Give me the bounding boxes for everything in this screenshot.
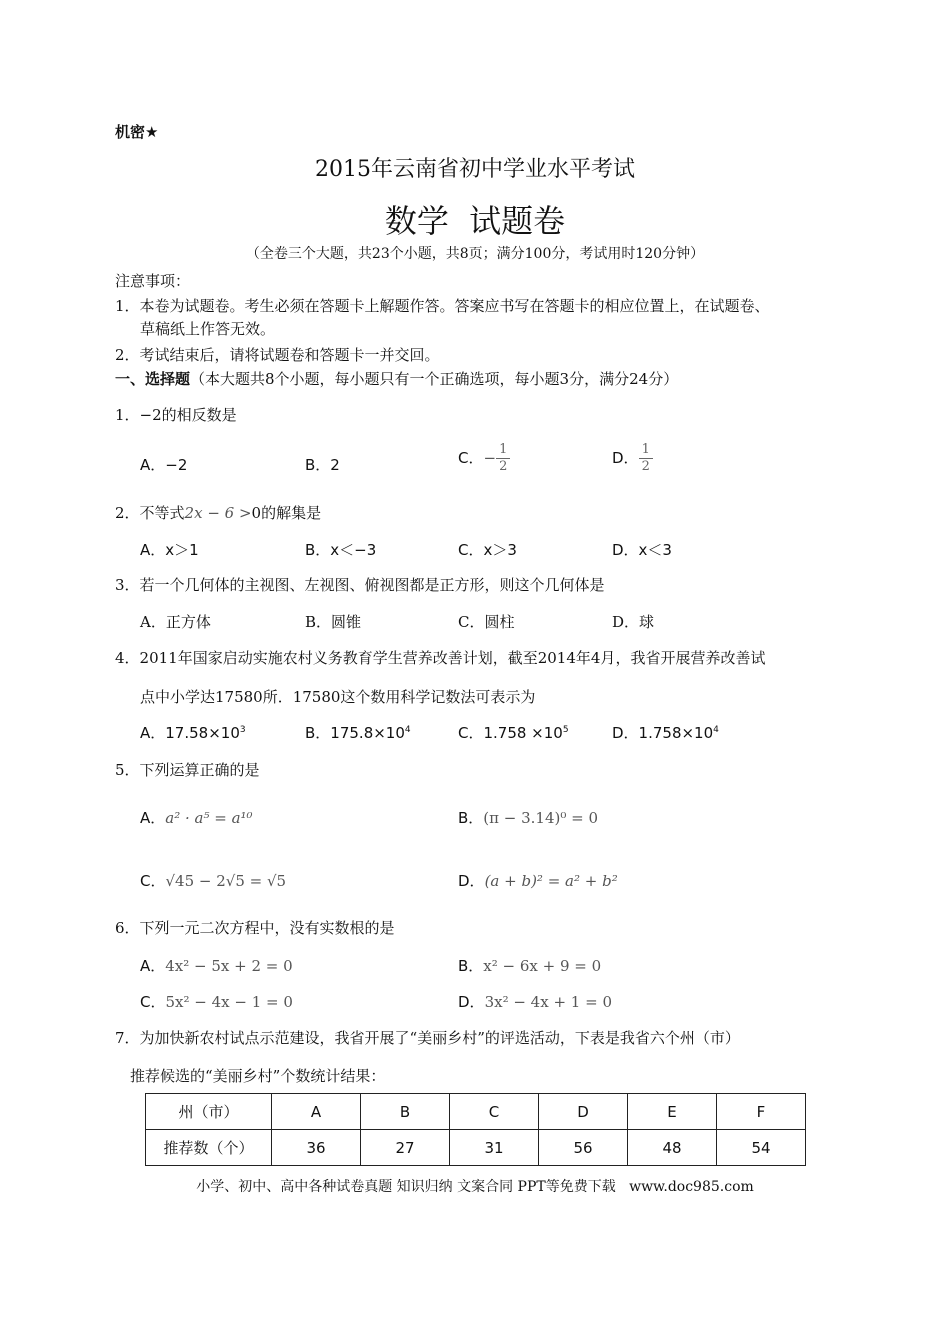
question-6-stem: 6．下列一元二次方程中，没有实数根的是 <box>115 919 395 937</box>
q6-option-c-expression: 5x² − 4x − 1 = 0 <box>165 993 293 1011</box>
table-header-cell: A <box>272 1094 361 1130</box>
question-4-stem-line1: 4．2011年国家启动实施农村义务教育学生营养改善计划，截至2014年4月，我省开展营养改善试 <box>115 649 766 667</box>
q6-option-d <box>458 991 612 1012</box>
notice-heading: 注意事项： <box>115 272 191 290</box>
exam-info: （全卷三个大题，共23个小题，共8页；满分100分，考试用时120分钟） <box>245 246 705 262</box>
table-header-cell: E <box>628 1094 717 1130</box>
table-row <box>146 1130 806 1166</box>
q5-option-d <box>458 870 618 891</box>
q1-option-d-fraction <box>639 442 653 475</box>
notice-item-1-cont: 草稿纸上作答无效。 <box>140 320 276 338</box>
q6-option-a-label: A． <box>140 957 166 975</box>
q2-option-a: A．x＞1 <box>140 541 199 559</box>
q5-option-d-label: D． <box>458 872 485 890</box>
fraction-denominator: 2 <box>641 459 650 474</box>
exam-title: 2015年云南省初中学业水平考试 <box>315 157 635 182</box>
q1-option-d <box>612 442 653 475</box>
fraction-numerator: 1 <box>496 442 510 459</box>
table-cell: 48 <box>628 1130 717 1166</box>
question-4-stem-line2: 点中小学达17580所．17580这个数用科学记数法可表示为 <box>140 688 536 706</box>
q3-option-d: D．球 <box>612 613 655 631</box>
q1-option-c-fraction <box>496 442 510 475</box>
q2-option-b: B．x＜−3 <box>305 541 377 559</box>
q2-expression: 2x − 6 > <box>184 504 252 522</box>
q4-option-d <box>612 722 719 743</box>
q5-option-b <box>458 807 598 828</box>
q2-stem-pre: 2．不等式 <box>115 504 185 522</box>
question-7-stem-line1: 7．为加快新农村试点示范建设，我省开展了“美丽乡村”的评选活动，下表是我省六个州（市） <box>115 1029 740 1047</box>
table-cell: 56 <box>539 1130 628 1166</box>
table-row-label: 推荐数（个） <box>146 1130 272 1166</box>
q6-option-a-expression: 4x² − 5x + 2 = 0 <box>165 957 293 975</box>
q3-option-b: B．圆锥 <box>305 613 362 631</box>
question-3-stem: 3．若一个几何体的主视图、左视图、俯视图都是正方形，则这个几何体是 <box>115 576 605 594</box>
q4-option-d-exponent: 4 <box>713 725 719 735</box>
question-1-stem: 1．−2的相反数是 <box>115 406 237 424</box>
notice-item-2: 2．考试结束后，请将试题卷和答题卡一并交回。 <box>115 346 440 364</box>
q6-option-b-label: B． <box>458 957 484 975</box>
question-2-stem <box>115 502 321 523</box>
table-header-cell: 州（市） <box>146 1094 272 1130</box>
q6-option-d-label: D． <box>458 993 485 1011</box>
q4-option-b-exponent: 4 <box>404 725 411 735</box>
q1-option-c <box>458 442 510 475</box>
q5-option-a-expression: a² · a⁵ = a¹⁰ <box>165 809 253 827</box>
q6-option-c-label: C． <box>140 993 166 1011</box>
section-label: 一、选择题 <box>115 370 191 388</box>
q4-option-c-exponent: 5 <box>562 725 569 735</box>
table-header-cell: D <box>539 1094 628 1130</box>
q5-option-b-label: B． <box>458 809 484 827</box>
q2-option-c: C．x＞3 <box>458 541 517 559</box>
q5-option-c-expression: √45 − 2√5 = √5 <box>165 872 287 890</box>
table-header-cell: C <box>450 1094 539 1130</box>
q3-option-a: A．正方体 <box>140 613 211 631</box>
q4-option-a-text: A．17.58×10 <box>140 724 240 742</box>
q1-option-d-label: D． <box>612 449 639 467</box>
q4-option-a-exponent: 3 <box>239 725 246 735</box>
q5-option-a-label: A． <box>140 809 166 827</box>
q6-option-d-expression: 3x² − 4x + 1 = 0 <box>484 993 612 1011</box>
q1-option-b: B．2 <box>305 456 340 474</box>
q5-option-c <box>140 870 286 891</box>
table-header-cell: B <box>361 1094 450 1130</box>
section-heading <box>115 368 678 389</box>
table-cell: 36 <box>272 1130 361 1166</box>
q6-option-b-expression: x² − 6x + 9 = 0 <box>483 957 602 975</box>
table-cell: 31 <box>450 1130 539 1166</box>
notice-item-1: 1．本卷为试题卷。考生必须在答题卡上解题作答。答案应书写在答题卡的相应位置上，在试题卷、 <box>115 297 770 315</box>
q4-option-c-text: C．1.758 ×10 <box>458 724 563 742</box>
question-5-stem: 5．下列运算正确的是 <box>115 761 260 779</box>
q6-option-b <box>458 955 601 976</box>
q5-option-b-expression: (π − 3.14)⁰ = 0 <box>483 809 599 827</box>
q6-option-c <box>140 991 293 1012</box>
section-description: （本大题共8个小题，每小题只有一个正确选项，每小题3分，满分24分） <box>190 370 679 388</box>
q3-option-c: C．圆柱 <box>458 613 515 631</box>
q1-option-a: A．−2 <box>140 456 188 474</box>
q4-option-a <box>140 722 246 743</box>
q2-stem-post: 0的解集是 <box>251 504 322 522</box>
table-cell: 27 <box>361 1130 450 1166</box>
paper-title: 数学 试题卷 <box>384 202 566 240</box>
table-header-cell: F <box>717 1094 806 1130</box>
fraction-numerator: 1 <box>639 442 653 459</box>
q5-option-a <box>140 807 253 828</box>
statistics-table <box>145 1093 806 1166</box>
q5-option-d-expression: (a + b)² = a² + b² <box>484 872 618 890</box>
footer-text: 小学、初中、高中各种试卷真题 知识归纳 文案合同 PPT等免费下载 www.doc985.com <box>196 1179 754 1195</box>
q2-option-d: D．x＜3 <box>612 541 672 559</box>
fraction-denominator: 2 <box>499 459 508 474</box>
q5-option-c-label: C． <box>140 872 166 890</box>
table-header-row <box>146 1094 806 1130</box>
table-cell: 54 <box>717 1130 806 1166</box>
q4-option-c <box>458 722 569 743</box>
q1-option-c-label: C． <box>458 449 484 467</box>
q4-option-d-text: D．1.758×10 <box>612 724 714 742</box>
q1-option-c-sign: − <box>483 449 497 467</box>
confidential-mark: 机密★ <box>115 123 159 141</box>
question-7-stem-line2: 推荐候选的“美丽乡村”个数统计结果： <box>130 1067 386 1085</box>
q4-option-b-text: B．175.8×10 <box>305 724 405 742</box>
q4-option-b <box>305 722 411 743</box>
q6-option-a <box>140 955 293 976</box>
